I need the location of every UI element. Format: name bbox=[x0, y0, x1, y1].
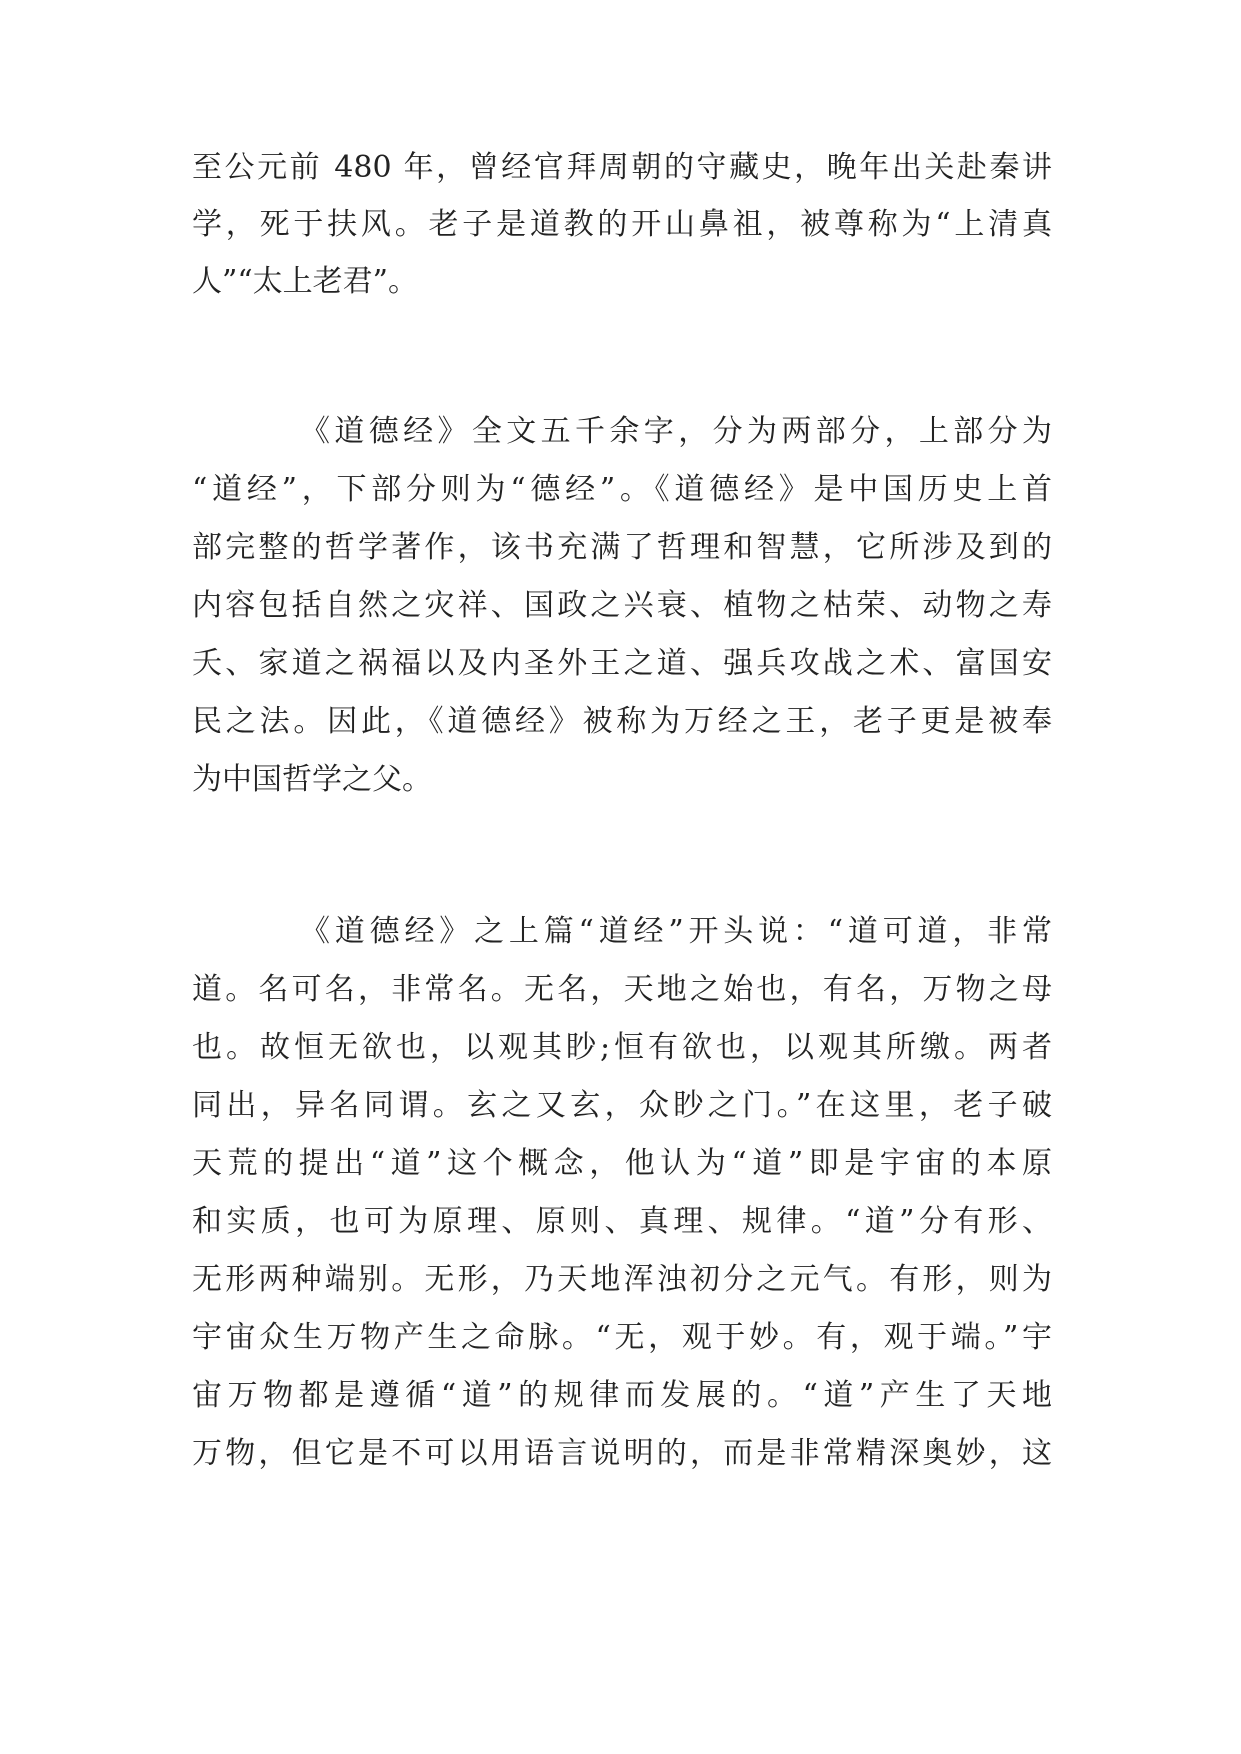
paragraph-2-line-2: “道经”，下部分则为“德经”。《道德经》是中国历史上首 bbox=[192, 472, 1052, 507]
paragraph-2-line-1: 《道德经》全文五千余字，分为两部分，上部分为 bbox=[300, 414, 1052, 449]
paragraph-2-line-7: 为中国哲学之父。 bbox=[192, 762, 432, 797]
paragraph-2-line-4: 内容包括自然之灾祥、国政之兴衰、植物之枯荣、动物之寿 bbox=[192, 588, 1052, 623]
paragraph-3-line-8: 宇宙众生万物产生之命脉。“无，观于妙。有，观于端。”宇 bbox=[192, 1320, 1052, 1355]
paragraph-1-line-1: 至公元前 480 年，曾经官拜周朝的守藏史，晚年出关赴秦讲 bbox=[192, 150, 1052, 185]
paragraph-3-line-2: 道。名可名，非常名。无名，天地之始也，有名，万物之母 bbox=[192, 972, 1052, 1007]
paragraph-2-line-3: 部完整的哲学著作，该书充满了哲理和智慧，它所涉及到的 bbox=[192, 530, 1052, 565]
paragraph-3-line-3: 也。故恒无欲也，以观其眇;恒有欲也，以观其所缴。两者 bbox=[192, 1030, 1052, 1065]
paragraph-3-line-7: 无形两种端别。无形，乃天地浑浊初分之元气。有形，则为 bbox=[192, 1262, 1052, 1297]
paragraph-3-line-4: 同出，异名同谓。玄之又玄，众眇之门。”在这里，老子破 bbox=[192, 1088, 1052, 1123]
paragraph-3-line-1: 《道德经》之上篇“道经”开头说：“道可道，非常 bbox=[300, 914, 1052, 949]
paragraph-2-line-6: 民之法。因此，《道德经》被称为万经之王，老子更是被奉 bbox=[192, 704, 1052, 739]
paragraph-3-line-6: 和实质，也可为原理、原则、真理、规律。“道”分有形、 bbox=[192, 1204, 1052, 1239]
paragraph-2-line-5: 夭、家道之祸福以及内圣外王之道、强兵攻战之术、富国安 bbox=[192, 646, 1052, 681]
paragraph-1-line-2: 学，死于扶风。老子是道教的开山鼻祖，被尊称为“上清真 bbox=[192, 207, 1052, 242]
paragraph-3-line-10: 万物，但它是不可以用语言说明的，而是非常精深奥妙，这 bbox=[192, 1436, 1052, 1471]
paragraph-3-line-5: 天荒的提出“道”这个概念，他认为“道”即是宇宙的本原 bbox=[192, 1146, 1052, 1181]
paragraph-3-line-9: 宙万物都是遵循“道”的规律而发展的。“道”产生了天地 bbox=[192, 1378, 1052, 1413]
paragraph-1-line-3: 人”“太上老君”。 bbox=[192, 264, 419, 299]
